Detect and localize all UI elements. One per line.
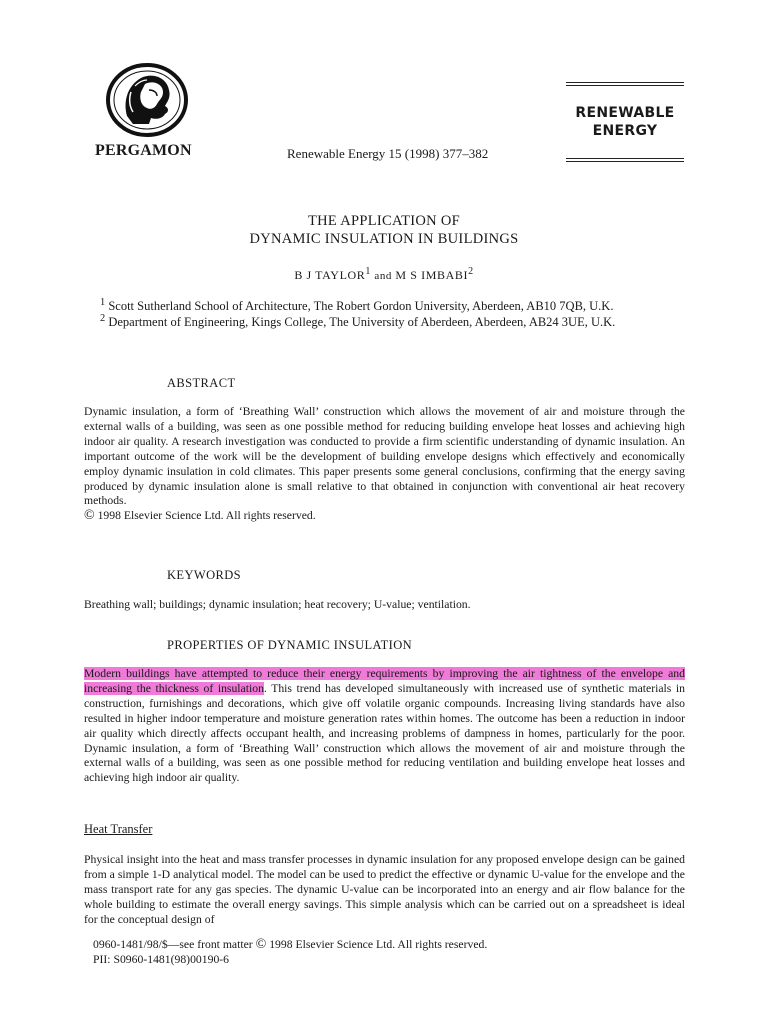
page-footer (93, 938, 487, 967)
heat-transfer-heading: Heat Transfer (84, 822, 153, 836)
title-line1: THE APPLICATION OF (307, 213, 461, 229)
journal-citation: Renewable Energy 15 (1998) 377–382 (287, 146, 489, 161)
article-title (0, 212, 768, 248)
affiliation-2-sup: 2 (100, 313, 106, 324)
highlighted-text: Modern buildings have attempted to reduce their energy requirements by improving the air tightness of the envelope and increasing the thickness of insulation (84, 667, 685, 695)
abstract-copyright: 1998 Elsevier Science Ltd. All rights reserved. (94, 509, 316, 523)
pergamon-logo-icon (105, 62, 189, 138)
affiliation-1-text: Scott Sutherland School of Architecture, The Robert Gordon University, Aberdeen, AB10 7QB, U.K. (105, 299, 614, 314)
affiliation-2-text: Department of Engineering, Kings College, The University of Aberdeen, Aberdeen, AB24 3UE, U.K. (105, 315, 616, 330)
footer-line1 (93, 938, 487, 953)
heat-transfer-text: Physical insight into the heat and mass transfer processes in dynamic insulation for any proposed envelope design can be gained from a simple 1-D analytical model. The model can be used to predict the effective or dynamic U-value for the envelope and the mass transport rate for any gas species. The dynamic U-value can be incorporated into an energy and air flow balance for the whole building to estimate the overall energy savings. This simple analysis which can be carried out on a spreadsheet is ideal for the conceptual design of (84, 853, 685, 926)
affiliation-1 (100, 297, 613, 314)
footer-pii: PII: S0960-1481(98)00190-6 (93, 952, 230, 966)
keywords-heading: KEYWORDS (167, 568, 242, 582)
masthead-rule-bottom-2 (566, 161, 684, 162)
author-line (0, 266, 768, 283)
journal-name-line2: ENERGY (592, 123, 658, 139)
publisher-name: PERGAMON (95, 142, 192, 159)
affiliation-1-sup: 1 (100, 297, 106, 308)
footer-rights: 1998 Elsevier Science Ltd. All rights reserved. (266, 938, 488, 951)
author-2: M S IMBABI (395, 268, 469, 282)
abstract-text (84, 405, 685, 524)
footer-issn: 0960-1481/98/$—see front matter (93, 938, 256, 951)
masthead-rule-top-2 (566, 85, 684, 86)
journal-name-line1: RENEWABLE (575, 105, 675, 121)
copyright-icon: © (84, 508, 95, 524)
masthead-rule-bottom (566, 158, 684, 159)
author-1: B J TAYLOR (294, 268, 366, 282)
properties-text (84, 667, 685, 786)
properties-heading: PROPERTIES OF DYNAMIC INSULATION (167, 638, 413, 652)
author-2-sup: 2 (468, 266, 474, 277)
author-1-sup: 1 (365, 266, 371, 277)
journal-name (566, 104, 684, 140)
title-line2: DYNAMIC INSULATION IN BUILDINGS (249, 231, 519, 247)
abstract-heading: ABSTRACT (167, 376, 236, 390)
abstract-body: Dynamic insulation, a form of ‘Breathing Wall’ construction which allows the movement of air and moisture through the external walls of a building, was seen as one possible method for reducing building envelope heat losses and achieving high indoor air quality. A research investigation was conducted to provide a firm scientific understanding of dynamic insulation. An important outcome of the work will be the development of building envelope designs which effectively and economically employ dynamic insulation in cold climates. This paper presents some general conclusions, confirming that the energy saving produced by dynamic insulation alone is small relative to that obtained in conjunction with conventional air heat recovery methods. (84, 405, 685, 508)
footer-copyright-icon: © (255, 937, 267, 952)
author-and: and (370, 270, 396, 282)
masthead-rule-top (566, 82, 684, 83)
affiliation-2 (100, 313, 615, 330)
keywords-text: Breathing wall; buildings; dynamic insulation; heat recovery; U-value; ventilation. (84, 598, 471, 611)
properties-body: . This trend has developed simultaneously with increased use of synthetic materials in construction, furnishings and decorations, which give off volatile organic compounds. Increasing living standards have also resulted in higher indoor temperature and moisture generation rates within homes. The outcome has been a reduction in indoor air quality which directly affects occupant health, and increasing problems of dampness in homes, particularly for the poor. Dynamic insulation, a form of ‘Breathing Wall’ construction which allows the movement of air and moisture through the external walls of a building, was seen as one possible method for reducing ventilation and building envelope heat losses and achieving high indoor air quality. (84, 681, 685, 785)
journal-masthead (566, 82, 684, 162)
